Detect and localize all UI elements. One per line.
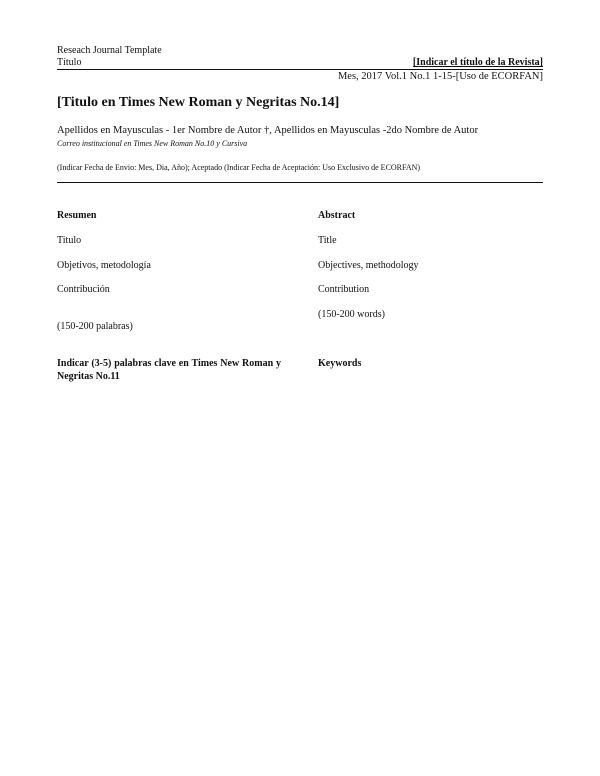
issue-info: Mes, 2017 Vol.1 No.1 1-15-[Uso de ECORFAN]: [337, 71, 543, 82]
abstract-heading: Abstract: [318, 210, 356, 221]
article-title: [Titulo en Times New Roman y Negritas No.14]: [57, 95, 340, 110]
abstract-keywords: Keywords: [318, 358, 362, 369]
resumen-objetivos: Objetivos, metodología: [57, 260, 151, 271]
abstract-contribution: Contribution: [318, 284, 370, 295]
abstract-objectives: Objectives, methodology: [318, 260, 419, 271]
resumen-titulo: Titulo: [57, 235, 82, 246]
resumen-heading: Resumen: [57, 210, 97, 221]
title-divider: [57, 182, 543, 183]
running-title: Título: [57, 57, 82, 68]
resumen-length: (150-200 palabras): [57, 321, 133, 332]
submission-dates: (Indicar Fecha de Envio: Mes, Dia, Año); Aceptado (Indicar Fecha de Aceptación: Uso Exclusivo de ECORFAN): [57, 163, 421, 172]
institutional-email-note: Correo institucional en Times New Roman No.10 y Cursiva: [57, 139, 248, 148]
journal-template-label: Reseach Journal Template: [57, 45, 162, 56]
journal-title-placeholder: [Indicar el título de la Revista]: [412, 57, 543, 68]
resumen-contribucion: Contribución: [57, 284, 110, 295]
resumen-keywords: Indicar (3-5) palabras clave en Times New Roman y Negritas No.11: [57, 358, 281, 382]
abstract-title: Title: [318, 235, 337, 246]
header-divider: [57, 69, 543, 70]
abstract-length: (150-200 words): [318, 309, 385, 320]
author-list: Apellidos en Mayusculas - 1er Nombre de Autor †, Apellidos en Mayusculas -2do Nombre de Autor: [57, 125, 479, 136]
